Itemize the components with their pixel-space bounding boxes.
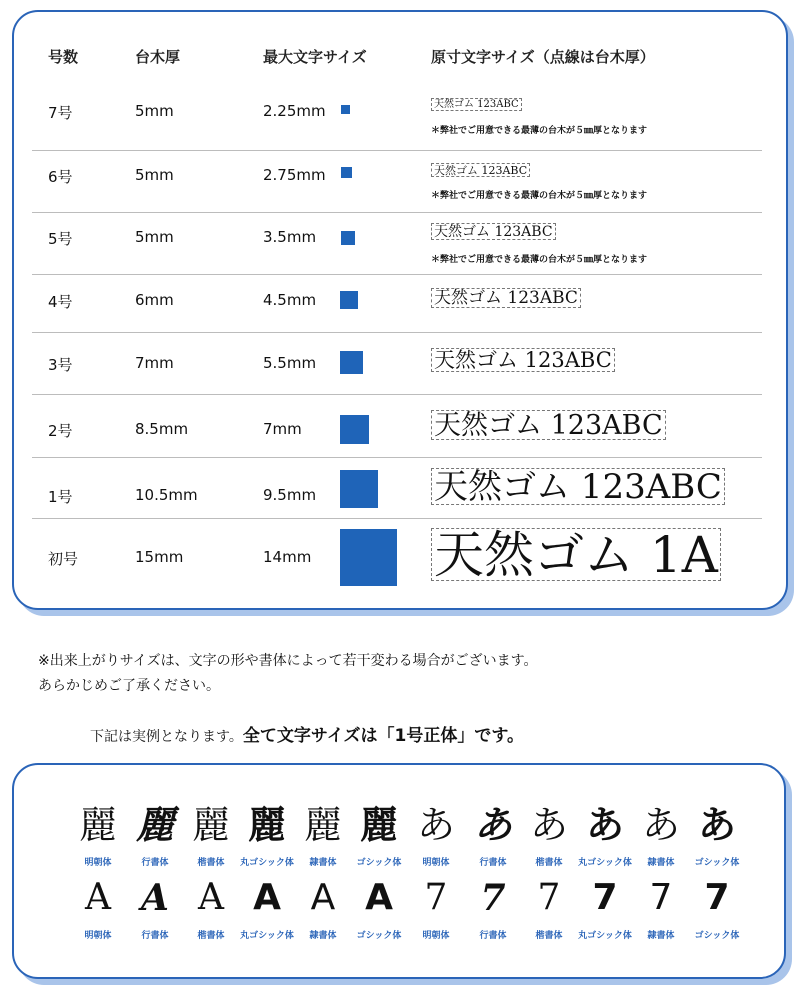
thinnest-wood-note: ＊弊社でご用意できる最薄の台木が５㎜厚となります xyxy=(431,191,648,201)
typeface-label: 行書体 xyxy=(479,858,507,868)
max-char-size: 9.5mm xyxy=(263,486,317,504)
typeface-label: 隷書体 xyxy=(647,931,675,941)
size-square xyxy=(341,167,352,178)
disclaimer-line-2: あらかじめご了承ください。 xyxy=(38,678,220,694)
typeface-label: ゴシック体 xyxy=(356,858,402,868)
size-square xyxy=(341,105,350,114)
example-glyph: A xyxy=(310,877,336,918)
header-wood-thickness: 台木厚 xyxy=(135,48,181,66)
size-number: 6号 xyxy=(48,168,73,186)
typeface-label: 楷書体 xyxy=(197,858,225,868)
wood-thickness: 5mm xyxy=(135,166,174,184)
size-square xyxy=(340,351,363,374)
thinnest-wood-note: ＊弊社でご用意できる最薄の台木が５㎜厚となります xyxy=(431,126,648,136)
typeface-label: 丸ゴシック体 xyxy=(578,931,632,941)
example-glyph: あ xyxy=(641,803,680,847)
disclaimer-line-1: ※出来上がりサイズは、文字の形や書体によって若干変わる場合がございます。 xyxy=(38,653,538,669)
sample-text: 天然ゴム 123ABC xyxy=(431,348,615,372)
sample-text: 天然ゴム 123ABC xyxy=(431,163,530,177)
example-intro-emphasis: 全て文字サイズは「1号正体」です。 xyxy=(242,726,524,746)
typeface-label: 楷書体 xyxy=(197,931,225,941)
typeface-examples-panel xyxy=(12,763,786,979)
max-char-size: 5.5mm xyxy=(263,354,317,372)
sample-text: 天然ゴム 123ABC xyxy=(431,468,725,505)
size-row xyxy=(38,332,782,394)
example-glyph: 7 xyxy=(592,877,618,918)
example-glyph: あ xyxy=(697,803,736,847)
typeface-label: 丸ゴシック体 xyxy=(240,931,294,941)
size-row xyxy=(38,457,782,518)
size-number: 2号 xyxy=(48,422,73,440)
example-glyph: A xyxy=(85,877,111,918)
typeface-label: 明朝体 xyxy=(84,931,112,941)
example-glyph: 7 xyxy=(704,877,730,918)
example-glyph: A xyxy=(253,877,281,918)
typeface-label: 明朝体 xyxy=(422,858,450,868)
typeface-label: 隷書体 xyxy=(309,858,337,868)
size-square xyxy=(340,470,378,508)
size-number: 3号 xyxy=(48,356,73,374)
sample-text: 天然ゴム 123ABC xyxy=(431,98,522,111)
example-glyph: 麗 xyxy=(191,803,230,847)
example-intro-lead: 下記は実例となります。 xyxy=(90,729,243,745)
typeface-label: 行書体 xyxy=(479,931,507,941)
max-char-size: 7mm xyxy=(263,420,302,438)
example-glyph: あ xyxy=(416,803,455,847)
typeface-label: 明朝体 xyxy=(84,858,112,868)
example-glyph: 7 xyxy=(480,877,506,919)
sample-text: 天然ゴム 1A xyxy=(431,528,721,581)
max-char-size: 14mm xyxy=(263,548,312,566)
typeface-label: 隷書体 xyxy=(309,931,337,941)
typeface-label: 行書体 xyxy=(141,931,169,941)
example-glyph: 麗 xyxy=(359,803,398,847)
size-number: 7号 xyxy=(48,104,73,122)
example-glyph: 7 xyxy=(537,877,561,918)
size-number: 4号 xyxy=(48,293,73,311)
sample-text: 天然ゴム 123ABC xyxy=(431,410,666,440)
size-row xyxy=(38,518,782,606)
header-actual-size: 原寸文字サイズ（点線は台木厚） xyxy=(431,48,655,66)
example-glyph: あ xyxy=(585,803,624,847)
size-number: 1号 xyxy=(48,488,73,506)
max-char-size: 3.5mm xyxy=(263,228,317,246)
size-number: 5号 xyxy=(48,230,73,248)
wood-thickness: 5mm xyxy=(135,102,174,120)
example-intro xyxy=(90,721,524,746)
max-char-size: 2.75mm xyxy=(263,166,326,184)
example-glyph: A xyxy=(141,877,169,919)
wood-thickness: 7mm xyxy=(135,354,174,372)
size-row xyxy=(38,86,782,150)
typeface-label: ゴシック体 xyxy=(356,931,402,941)
size-row xyxy=(38,212,782,274)
example-glyph: あ xyxy=(529,803,568,847)
typeface-label: 明朝体 xyxy=(422,931,450,941)
thinnest-wood-note: ＊弊社でご用意できる最薄の台木が５㎜厚となります xyxy=(431,255,648,265)
typeface-label: 行書体 xyxy=(141,858,169,868)
header-max-char-size: 最大文字サイズ xyxy=(263,48,367,66)
typeface-label: 丸ゴシック体 xyxy=(240,858,294,868)
size-row xyxy=(38,150,782,212)
wood-thickness: 10.5mm xyxy=(135,486,198,504)
header-size-number: 号数 xyxy=(48,48,79,66)
example-glyph: 麗 xyxy=(247,803,286,847)
example-glyph: 麗 xyxy=(78,803,117,847)
wood-thickness: 8.5mm xyxy=(135,420,189,438)
typeface-label: 楷書体 xyxy=(535,858,563,868)
example-glyph: 麗 xyxy=(135,802,174,847)
wood-thickness: 15mm xyxy=(135,548,184,566)
typeface-label: 丸ゴシック体 xyxy=(578,858,632,868)
sample-text: 天然ゴム 123ABC xyxy=(431,288,581,308)
example-glyph: あ xyxy=(473,802,512,847)
max-char-size: 2.25mm xyxy=(263,102,326,120)
size-row xyxy=(38,274,782,332)
example-glyph: 7 xyxy=(649,877,673,918)
typeface-label: ゴシック体 xyxy=(694,931,740,941)
example-glyph: A xyxy=(365,877,393,918)
example-glyph: 7 xyxy=(424,877,448,918)
size-square xyxy=(340,291,358,309)
wood-thickness: 5mm xyxy=(135,228,174,246)
example-glyph: A xyxy=(198,877,224,918)
max-char-size: 4.5mm xyxy=(263,291,317,309)
sample-text: 天然ゴム 123ABC xyxy=(431,223,556,240)
typeface-label: ゴシック体 xyxy=(694,858,740,868)
example-glyph: 麗 xyxy=(303,803,342,847)
size-square xyxy=(341,231,355,245)
typeface-label: 楷書体 xyxy=(535,931,563,941)
size-square xyxy=(340,529,397,586)
size-square xyxy=(340,415,369,444)
size-row xyxy=(38,394,782,457)
wood-thickness: 6mm xyxy=(135,291,174,309)
typeface-label: 隷書体 xyxy=(647,858,675,868)
size-number: 初号 xyxy=(48,550,79,568)
